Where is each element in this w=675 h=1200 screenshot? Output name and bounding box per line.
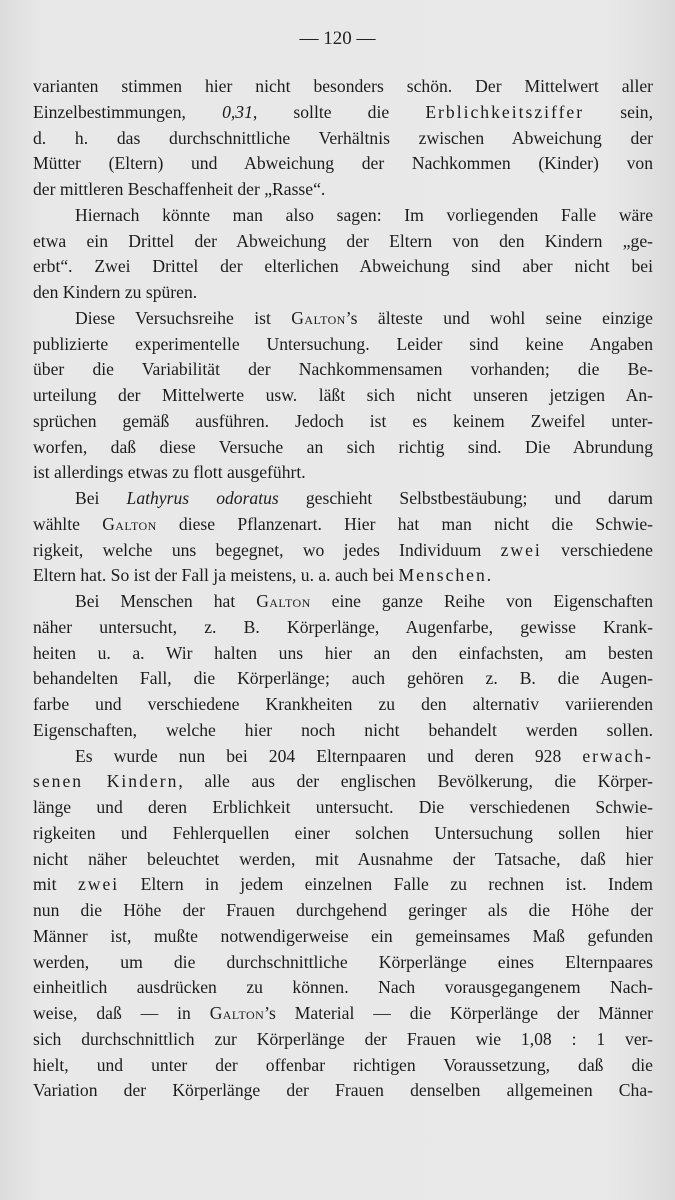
text-run: sprüchen gemäß ausführen. Jedoch ist es keinem Zweifel unter- [33,410,653,431]
emphasized-text: erwach- [582,745,653,766]
text-run: sein, [584,101,653,122]
text-line [33,435,653,461]
text-run: Bei [75,488,127,508]
text-run: eine ganze Reihe von Eigenschaften [310,591,653,611]
text-run: . [486,565,492,586]
text-run: Eltern hat. So ist der Fall ja meistens, u. a. auch bei [33,565,399,586]
text-run: rigkeiten und Fehlerquellen einer solchen Untersuchung sollen hier [33,822,653,843]
text-line [33,666,653,692]
text-run: verschiedene [541,539,653,560]
text-line [33,847,653,873]
text-line [33,1001,653,1027]
text-run: Es wurde nun bei 204 Elternpaaren und deren 928 [75,745,583,766]
text-line [33,1078,653,1104]
text-run: d. h. das durchschnittliche Verhältnis zwischen Abweichung der [33,127,653,148]
text-line [33,177,653,203]
text-run: wählte [33,513,103,534]
text-run: Männer ist, mußte notwendigerweise ein gemeinsames Maß gefunden [33,925,653,946]
text-run: der mittleren Beschaffenheit der „Rasse“. [33,179,326,199]
text-line [33,718,653,744]
text-run: näher untersucht, z. B. Körperlänge, Augenfarbe, gewisse Krank- [33,616,653,637]
text-line [33,692,653,718]
emphasized-text: zwei [500,539,542,560]
body-text [33,74,653,1104]
text-run: Diese Versuchsreihe ist [75,307,292,328]
text-line [33,769,653,795]
text-line [33,898,653,924]
text-run: urteilung der Mittelwerte usw. läßt sich nicht unseren jetzigen An- [33,385,653,405]
text-run: behandelten Fall, die Körperlänge; auch gehören z. B. die Augen- [33,668,653,689]
text-line [33,1027,653,1053]
text-line [33,512,653,538]
text-line [33,924,653,950]
text-run: Variation der Körperlänge der Frauen denselben allgemeinen Cha- [33,1080,653,1101]
text-line [33,563,653,589]
text-run: hielt, und unter der offenbar richtigen Voraussetzung, daß die [33,1054,653,1075]
text-line [33,538,653,564]
text-line [33,254,653,280]
text-run: Eltern in jedem einzelnen Falle zu rechnen ist. Indem [119,874,653,895]
text-line [33,126,653,152]
text-run: Einzelbestimmungen, [33,101,223,122]
text-line [33,486,653,512]
emphasized-text: Galton [291,307,346,328]
text-run: publizierte experimentelle Untersuchung. Leider sind keine Angaben [33,333,653,354]
text-run: ist allerdings etwas zu flott ausgeführt. [33,462,306,483]
text-run: sich durchschnittlich zur Körperlänge der Frauen wie 1,08 : 1 ver- [33,1028,653,1049]
text-line [33,229,653,255]
emphasized-text: Galton [102,513,157,534]
text-line [33,383,653,409]
text-run: etwa ein Drittel der Abweichung der Eltern von den Kindern „ge- [33,230,653,251]
text-line [33,332,653,358]
text-run: über die Variabilität der Nachkommensamen vorhanden; die Be- [33,359,653,380]
text-line [33,589,653,615]
emphasized-text: Galton [256,591,311,611]
text-line [33,821,653,847]
text-line [33,615,653,641]
text-run: heiten u. a. Wir halten uns hier an den einfachsten, am besten [33,642,653,663]
emphasized-text: senen Kindern [33,771,179,792]
emphasized-text: Erblichkeitsziffer [425,101,585,122]
emphasized-text: Menschen [398,565,487,586]
text-line [33,100,653,126]
text-line [33,409,653,435]
emphasized-text: Lathyrus odoratus [126,488,279,508]
text-line [33,795,653,821]
text-run: diese Pflanzenart. Hier hat man nicht die Schwie- [156,513,653,534]
text-line [33,950,653,976]
text-line [33,460,653,486]
text-run: länge und deren Erblichkeit untersucht. Die verschiedenen Schwie- [33,797,653,817]
text-run: werden, um die durchschnittliche Körperlänge eines Elternpaares [33,951,653,972]
emphasized-text: zwei [77,874,120,895]
emphasized-text: 0,31 [222,101,253,122]
text-line [33,744,653,770]
text-run: Hiernach könnte man also sagen: Im vorliegenden Falle wäre [75,204,653,225]
text-run: ’s älteste und wohl seine einzige [345,307,653,328]
text-line [33,357,653,383]
text-run: , alle aus der englischen Bevölkerung, die Körper- [178,771,654,792]
emphasized-text: Galton [209,1003,265,1023]
text-run: nun die Höhe der Frauen durchgehend geringer als die Höhe der [33,900,653,920]
text-run: Mütter (Eltern) und Abweichung der Nachkommen (Kinder) von [33,153,653,174]
text-run: mit [33,874,78,895]
text-line [33,151,653,177]
text-run: rigkeit, welche uns begegnet, wo jedes Individuum [33,539,501,560]
text-run: einheitlich ausdrücken zu können. Nach vorausgegangenem Nach- [33,977,653,998]
text-run: weise, daß — in [33,1003,210,1023]
page-number: — 120 — [299,28,376,49]
text-run: nicht näher beleuchtet werden, mit Ausnahme der Tatsache, daß hier [33,848,653,869]
text-line [33,641,653,667]
text-run: Bei Menschen hat [75,591,257,611]
text-run: den Kindern zu spüren. [33,282,198,302]
text-line [33,203,653,229]
text-run: Eigenschaften, welche hier noch nicht behandelt werden sollen. [33,719,653,740]
text-run: ’s Material — die Körperlänge der Männer [264,1003,654,1023]
text-line [33,74,653,100]
text-line [33,280,653,306]
text-run: varianten stimmen hier nicht besonders schön. Der Mittelwert aller [33,76,653,96]
text-run: , sollte die [252,101,426,122]
text-line [33,872,653,898]
text-line [33,1053,653,1079]
text-run: erbt“. Zwei Drittel der elterlichen Abweichung sind aber nicht bei [33,256,653,277]
text-run: worfen, daß diese Versuche an sich richtig sind. Die Abrundung [33,436,653,457]
text-run: geschieht Selbstbestäubung; und darum [278,488,653,508]
text-line [33,306,653,332]
text-run: farbe und verschiedene Krankheiten zu den alternativ variierenden [33,694,653,714]
text-line [33,975,653,1001]
